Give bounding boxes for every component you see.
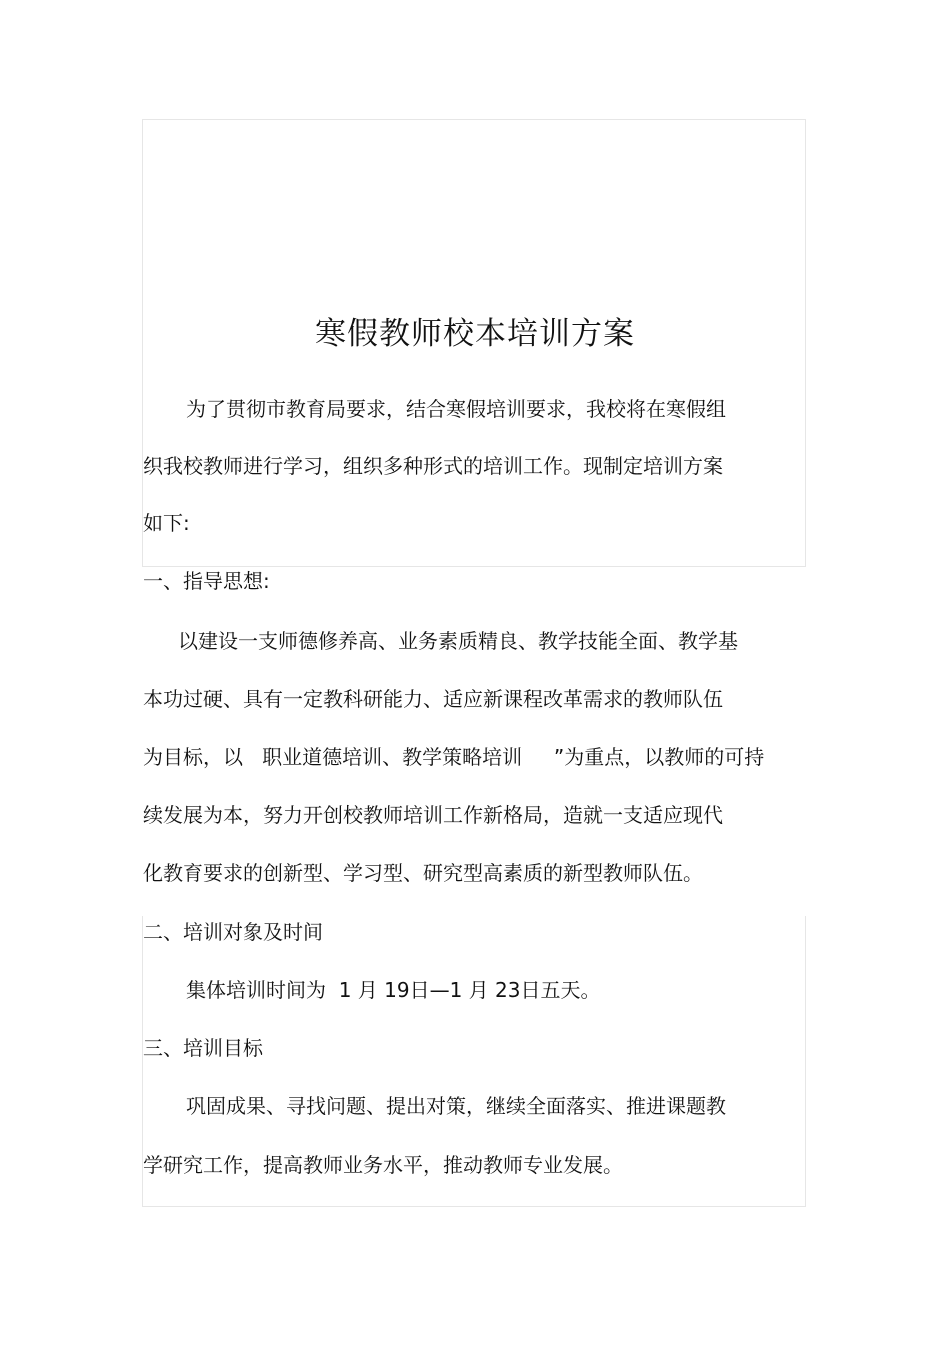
section-3-heading: 三、培训目标 [143,1036,263,1060]
section-1-line-4: 续发展为本，努力开创校教师培训工作新格局，造就一支适应现代 [143,803,723,827]
section-3-line-2: 学研究工作，提高教师业务水平，推动教师专业发展。 [143,1153,623,1177]
section-2-heading: 二、培训对象及时间 [143,920,323,944]
intro-line-1: 为了贯彻市教育局要求，结合寒假培训要求，我校将在寒假组 [186,397,726,421]
intro-line-2: 织我校教师进行学习，组织多种形式的培训工作。现制定培训方案 [143,454,723,478]
section-1-line-2: 本功过硬、具有一定教科研能力、适应新课程改革需求的教师队伍 [143,687,723,711]
section-1-line-3: 为目标，以 职业道德培训、教学策略培训 ”为重点，以教师的可持 [143,745,765,769]
document-title: 寒假教师校本培训方案 [315,316,635,352]
section-3-line-1: 巩固成果、寻找问题、提出对策，继续全面落实、推进课题教 [186,1094,726,1118]
intro-line-3: 如下: [143,511,190,535]
section-1-heading: 一、指导思想: [143,569,270,593]
section-1-line-1: 以建设一支师德修养高、业务素质精良、教学技能全面、教学基 [178,629,738,653]
section-2-line-1: 集体培训时间为 1 月 19日—1 月 23日五天。 [186,978,601,1002]
section-1-line-5: 化教育要求的创新型、学习型、研究型高素质的新型教师队伍。 [143,861,703,885]
